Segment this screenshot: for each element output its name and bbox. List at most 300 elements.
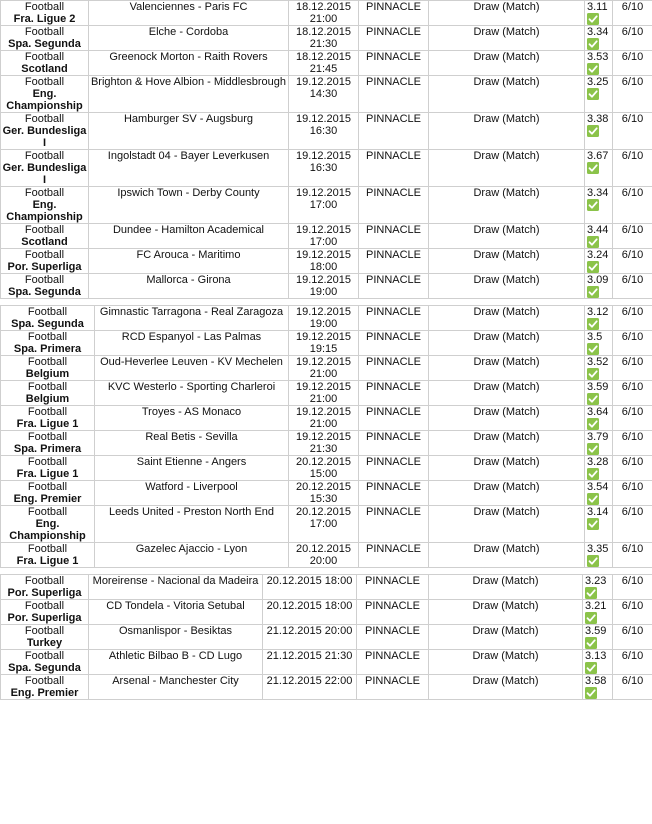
match-cell — [89, 150, 289, 187]
bet-type: Draw (Match) — [473, 381, 540, 393]
odds-cell — [585, 187, 613, 224]
league-name: Ger. Bundesliga I — [2, 125, 87, 149]
bookmaker-name: PINNACLE — [365, 406, 422, 418]
match-name: Brighton & Hove Albion - Middlesbrough — [90, 76, 287, 88]
odds-cell — [585, 76, 613, 113]
league-name: Spa. Primera — [13, 343, 82, 355]
odds-value: 3.58 — [585, 675, 607, 687]
stake-value: 6/10 — [621, 51, 644, 63]
sport-cell — [1, 543, 95, 568]
bet-type: Draw (Match) — [472, 625, 539, 637]
odds-cell — [585, 249, 613, 274]
bets-table-2 — [0, 305, 652, 568]
match-datetime — [263, 675, 357, 700]
stake-cell — [613, 650, 652, 675]
match-time: 21:45 — [309, 63, 338, 75]
stake-value: 6/10 — [621, 331, 644, 343]
bet-type: Draw (Match) — [473, 26, 540, 38]
odds-value: 3.64 — [587, 406, 609, 418]
match-name: Arsenal - Manchester City — [112, 675, 239, 687]
sport-cell — [1, 76, 89, 113]
bet-type-cell — [429, 356, 585, 381]
check-icon — [587, 368, 599, 380]
match-date: 19.12.2015 — [295, 150, 352, 162]
odds-cell — [585, 51, 613, 76]
odds-value: 3.24 — [587, 249, 609, 261]
odds-value: 3.53 — [587, 51, 609, 63]
match-name: Troyes - AS Monaco — [141, 406, 242, 418]
match-name: Gazelec Ajaccio - Lyon — [135, 543, 248, 555]
bookmaker-cell — [359, 26, 429, 51]
match-datetime — [289, 543, 359, 568]
check-icon — [587, 13, 599, 25]
bookmaker-cell — [359, 76, 429, 113]
match-datetime — [289, 381, 359, 406]
match-datetime — [289, 274, 359, 299]
bet-type: Draw (Match) — [472, 650, 539, 662]
league-name: Fra. Ligue 1 — [16, 555, 79, 567]
odds-value: 3.59 — [587, 381, 609, 393]
match-date: 19.12.2015 — [295, 406, 352, 418]
bookmaker-cell — [357, 575, 429, 600]
stake-value: 6/10 — [621, 1, 644, 13]
bookmaker-name: PINNACLE — [365, 331, 422, 343]
bookmaker-name: PINNACLE — [365, 306, 422, 318]
odds-cell — [583, 675, 613, 700]
odds-cell — [585, 306, 613, 331]
match-cell — [89, 675, 263, 700]
match-cell — [95, 481, 289, 506]
check-icon — [585, 687, 597, 699]
sport-cell — [1, 26, 89, 51]
match-time: 18:00 — [309, 261, 338, 273]
sport-name: Football — [24, 274, 65, 286]
bookmaker-cell — [359, 456, 429, 481]
check-icon — [587, 468, 599, 480]
odds-value: 3.34 — [587, 26, 609, 38]
match-datetime — [289, 331, 359, 356]
match-datetime — [289, 150, 359, 187]
bet-row — [1, 625, 652, 650]
bet-row — [1, 224, 652, 249]
match-time: 17:00 — [309, 518, 338, 530]
odds-value: 3.35 — [587, 543, 609, 555]
odds-value: 3.23 — [585, 575, 607, 587]
stake-cell — [613, 306, 652, 331]
match-date: 19.12.2015 — [295, 274, 352, 286]
stake-value: 6/10 — [621, 249, 644, 261]
bookmaker-cell — [359, 249, 429, 274]
odds-value: 3.28 — [587, 456, 609, 468]
bet-type-cell — [429, 249, 585, 274]
stake-cell — [613, 456, 652, 481]
match-time: 15:00 — [309, 468, 338, 480]
sport-cell — [1, 600, 89, 625]
match-cell — [95, 456, 289, 481]
match-cell — [89, 51, 289, 76]
match-name: Greenock Morton - Raith Rovers — [109, 51, 268, 63]
bookmaker-cell — [359, 406, 429, 431]
match-name: Hamburger SV - Augsburg — [123, 113, 253, 125]
odds-cell — [585, 506, 613, 543]
odds-value: 3.5 — [587, 331, 603, 343]
bet-type-cell — [429, 26, 585, 51]
league-name: Spa. Primera — [13, 443, 82, 455]
match-datetime — [263, 650, 357, 675]
match-time: 14:30 — [309, 88, 338, 100]
match-name: Athletic Bilbao B - CD Lugo — [108, 650, 243, 662]
league-name: Eng. Premier — [10, 687, 79, 699]
stake-cell — [613, 431, 652, 456]
stake-value: 6/10 — [621, 356, 644, 368]
match-datetime — [289, 356, 359, 381]
odds-cell — [585, 150, 613, 187]
match-date: 20.12.2015 — [295, 456, 352, 468]
bet-type-cell — [429, 51, 585, 76]
check-icon — [587, 443, 599, 455]
match-cell — [89, 575, 263, 600]
sport-cell — [1, 431, 95, 456]
bookmaker-name: PINNACLE — [365, 431, 422, 443]
datetime-text: 21.12.2015 21:30 — [266, 650, 353, 662]
sport-name: Football — [24, 26, 65, 38]
check-icon — [587, 236, 599, 248]
bet-type-cell — [429, 331, 585, 356]
check-icon — [587, 555, 599, 567]
odds-cell — [585, 113, 613, 150]
odds-value: 3.52 — [587, 356, 609, 368]
check-icon — [587, 343, 599, 355]
check-icon — [587, 286, 599, 298]
bet-type-cell — [429, 224, 585, 249]
match-datetime — [289, 113, 359, 150]
stake-value: 6/10 — [621, 274, 644, 286]
odds-cell — [585, 331, 613, 356]
match-name: Saint Etienne - Angers — [136, 456, 247, 468]
odds-value: 3.25 — [587, 76, 609, 88]
sport-cell — [1, 306, 95, 331]
bet-type: Draw (Match) — [473, 150, 540, 162]
bet-row — [1, 1, 652, 26]
sport-name: Football — [27, 331, 68, 343]
bookmaker-name: PINNACLE — [365, 113, 422, 125]
odds-cell — [583, 600, 613, 625]
stake-value: 6/10 — [621, 506, 644, 518]
bet-row — [1, 456, 652, 481]
bet-row — [1, 150, 652, 187]
bet-row — [1, 113, 652, 150]
sport-name: Football — [24, 249, 65, 261]
bookmaker-name: PINNACLE — [364, 575, 421, 587]
stake-cell — [613, 76, 652, 113]
bet-type: Draw (Match) — [473, 481, 540, 493]
bet-row — [1, 431, 652, 456]
bookmaker-cell — [357, 650, 429, 675]
sport-cell — [1, 113, 89, 150]
match-date: 19.12.2015 — [295, 356, 352, 368]
bet-type: Draw (Match) — [473, 274, 540, 286]
stake-value: 6/10 — [621, 306, 644, 318]
bookmaker-name: PINNACLE — [364, 650, 421, 662]
bookmaker-name: PINNACLE — [365, 1, 422, 13]
league-name: Por. Superliga — [7, 612, 82, 624]
stake-cell — [613, 625, 652, 650]
stake-cell — [613, 187, 652, 224]
match-time: 21:00 — [309, 393, 338, 405]
bookmaker-name: PINNACLE — [365, 456, 422, 468]
bookmaker-name: PINNACLE — [365, 481, 422, 493]
sport-cell — [1, 456, 95, 481]
match-time: 15:30 — [309, 493, 338, 505]
bookmaker-cell — [359, 187, 429, 224]
bookmaker-name: PINNACLE — [365, 150, 422, 162]
match-name: Valenciennes - Paris FC — [129, 1, 248, 13]
bookmaker-name: PINNACLE — [365, 224, 422, 236]
bet-type: Draw (Match) — [473, 431, 540, 443]
match-datetime — [289, 406, 359, 431]
match-date: 19.12.2015 — [295, 306, 352, 318]
match-date: 20.12.2015 — [295, 506, 352, 518]
match-name: Oud-Heverlee Leuven - KV Mechelen — [100, 356, 283, 368]
match-datetime — [289, 506, 359, 543]
league-name: Fra. Ligue 1 — [16, 418, 79, 430]
stake-cell — [613, 675, 652, 700]
check-icon — [587, 88, 599, 100]
match-date: 19.12.2015 — [295, 76, 352, 88]
check-icon — [587, 38, 599, 50]
stake-cell — [613, 51, 652, 76]
match-time: 21:30 — [309, 443, 338, 455]
sport-cell — [1, 406, 95, 431]
bet-type: Draw (Match) — [473, 356, 540, 368]
stake-value: 6/10 — [621, 76, 644, 88]
match-datetime — [289, 76, 359, 113]
bookmaker-name: PINNACLE — [365, 51, 422, 63]
match-date: 19.12.2015 — [295, 249, 352, 261]
match-datetime — [263, 625, 357, 650]
bet-type: Draw (Match) — [473, 506, 540, 518]
odds-cell — [585, 356, 613, 381]
stake-value: 6/10 — [621, 150, 644, 162]
match-name: Leeds United - Preston North End — [108, 506, 275, 518]
bookmaker-name: PINNACLE — [365, 543, 422, 555]
check-icon — [587, 393, 599, 405]
sport-name: Football — [27, 381, 68, 393]
bet-row — [1, 600, 652, 625]
odds-cell — [585, 1, 613, 26]
bookmaker-cell — [357, 675, 429, 700]
match-cell — [89, 650, 263, 675]
bookmaker-cell — [359, 150, 429, 187]
odds-value: 3.44 — [587, 224, 609, 236]
sport-name: Football — [27, 406, 68, 418]
match-datetime — [289, 431, 359, 456]
sport-cell — [1, 356, 95, 381]
bet-row — [1, 356, 652, 381]
bet-type: Draw (Match) — [472, 575, 539, 587]
bookmaker-cell — [359, 331, 429, 356]
odds-value: 3.12 — [587, 306, 609, 318]
match-cell — [89, 249, 289, 274]
match-datetime — [289, 224, 359, 249]
stake-value: 6/10 — [621, 625, 644, 637]
bet-row — [1, 274, 652, 299]
match-date: 19.12.2015 — [295, 187, 352, 199]
match-date: 18.12.2015 — [295, 26, 352, 38]
sport-cell — [1, 1, 89, 26]
odds-value: 3.14 — [587, 506, 609, 518]
match-cell — [89, 224, 289, 249]
bet-type: Draw (Match) — [473, 1, 540, 13]
check-icon — [585, 637, 597, 649]
bookmaker-cell — [359, 506, 429, 543]
stake-cell — [613, 274, 652, 299]
match-name: Watford - Liverpool — [145, 481, 238, 493]
sport-cell — [1, 331, 95, 356]
bet-type: Draw (Match) — [473, 331, 540, 343]
league-name: Ger. Bundesliga I — [2, 162, 87, 186]
match-cell — [89, 1, 289, 26]
bet-type-cell — [429, 1, 585, 26]
bookmaker-cell — [359, 431, 429, 456]
odds-value: 3.11 — [587, 1, 608, 13]
bookmaker-cell — [359, 356, 429, 381]
check-icon — [587, 162, 599, 174]
match-cell — [89, 187, 289, 224]
match-time: 21:00 — [309, 418, 338, 430]
bookmaker-cell — [359, 1, 429, 26]
stake-value: 6/10 — [621, 26, 644, 38]
league-name: Belgium — [25, 368, 70, 380]
bet-type-cell — [429, 406, 585, 431]
sport-name: Football — [27, 506, 68, 518]
stake-cell — [613, 356, 652, 381]
odds-cell — [585, 456, 613, 481]
sport-cell — [1, 274, 89, 299]
bet-type-cell — [429, 187, 585, 224]
match-cell — [95, 543, 289, 568]
league-name: Fra. Ligue 1 — [16, 468, 79, 480]
match-name: Ipswich Town - Derby County — [117, 187, 260, 199]
bookmaker-cell — [357, 625, 429, 650]
match-date: 19.12.2015 — [295, 381, 352, 393]
bookmaker-name: PINNACLE — [365, 187, 422, 199]
bet-row — [1, 187, 652, 224]
sport-name: Football — [27, 543, 68, 555]
match-name: Ingolstadt 04 - Bayer Leverkusen — [107, 150, 270, 162]
sport-cell — [1, 224, 89, 249]
match-cell — [89, 600, 263, 625]
match-date: 20.12.2015 — [295, 543, 352, 555]
league-name: Eng. Championship — [6, 199, 83, 223]
bet-type-cell — [429, 650, 583, 675]
odds-value: 3.79 — [587, 431, 609, 443]
stake-value: 6/10 — [621, 381, 644, 393]
bet-type-cell — [429, 543, 585, 568]
sport-name: Football — [24, 575, 65, 587]
league-name: Spa. Segunda — [11, 318, 84, 330]
stake-value: 6/10 — [621, 187, 644, 199]
bookmaker-cell — [359, 274, 429, 299]
match-cell — [95, 381, 289, 406]
bet-row — [1, 51, 652, 76]
stake-cell — [613, 1, 652, 26]
stake-cell — [613, 224, 652, 249]
stake-cell — [613, 249, 652, 274]
league-name: Turkey — [26, 637, 63, 649]
bet-type-cell — [429, 506, 585, 543]
stake-value: 6/10 — [621, 650, 644, 662]
check-icon — [585, 612, 597, 624]
match-name: RCD Espanyol - Las Palmas — [121, 331, 262, 343]
bookmaker-cell — [357, 600, 429, 625]
odds-cell — [583, 625, 613, 650]
check-icon — [587, 318, 599, 330]
match-date: 19.12.2015 — [295, 331, 352, 343]
check-icon — [587, 493, 599, 505]
odds-cell — [585, 431, 613, 456]
sport-name: Football — [24, 600, 65, 612]
check-icon — [587, 518, 599, 530]
odds-cell — [585, 543, 613, 568]
match-time: 16:30 — [309, 125, 338, 137]
match-datetime — [289, 187, 359, 224]
odds-cell — [585, 481, 613, 506]
league-name: Spa. Segunda — [8, 286, 81, 298]
sport-cell — [1, 381, 95, 406]
sport-name: Football — [27, 431, 68, 443]
check-icon — [587, 261, 599, 273]
stake-cell — [613, 381, 652, 406]
bet-row — [1, 76, 652, 113]
bet-type-cell — [429, 431, 585, 456]
bet-type-cell — [429, 381, 585, 406]
bet-row — [1, 26, 652, 51]
league-name: Eng. Championship — [6, 88, 83, 112]
match-time: 21:00 — [309, 13, 338, 25]
sport-cell — [1, 150, 89, 187]
match-name: Dundee - Hamilton Academical — [112, 224, 265, 236]
sport-cell — [1, 675, 89, 700]
match-name: Moreirense - Nacional da Madeira — [92, 575, 259, 587]
stake-value: 6/10 — [621, 113, 644, 125]
match-cell — [89, 625, 263, 650]
stake-cell — [613, 506, 652, 543]
odds-cell — [585, 274, 613, 299]
bet-type-cell — [429, 575, 583, 600]
sport-name: Football — [24, 1, 65, 13]
bet-type: Draw (Match) — [473, 113, 540, 125]
stake-cell — [613, 26, 652, 51]
match-cell — [89, 26, 289, 51]
bet-type-cell — [429, 625, 583, 650]
sport-cell — [1, 625, 89, 650]
league-name: Eng. Championship — [9, 518, 86, 542]
check-icon — [587, 125, 599, 137]
bet-type: Draw (Match) — [473, 406, 540, 418]
stake-cell — [613, 331, 652, 356]
bookmaker-cell — [359, 113, 429, 150]
match-name: FC Arouca - Maritimo — [136, 249, 241, 261]
odds-cell — [585, 381, 613, 406]
sport-cell — [1, 650, 89, 675]
sport-cell — [1, 249, 89, 274]
league-name: Eng. Premier — [13, 493, 82, 505]
odds-cell — [585, 406, 613, 431]
bookmaker-name: PINNACLE — [365, 249, 422, 261]
match-cell — [95, 331, 289, 356]
bookmaker-name: PINNACLE — [365, 26, 422, 38]
